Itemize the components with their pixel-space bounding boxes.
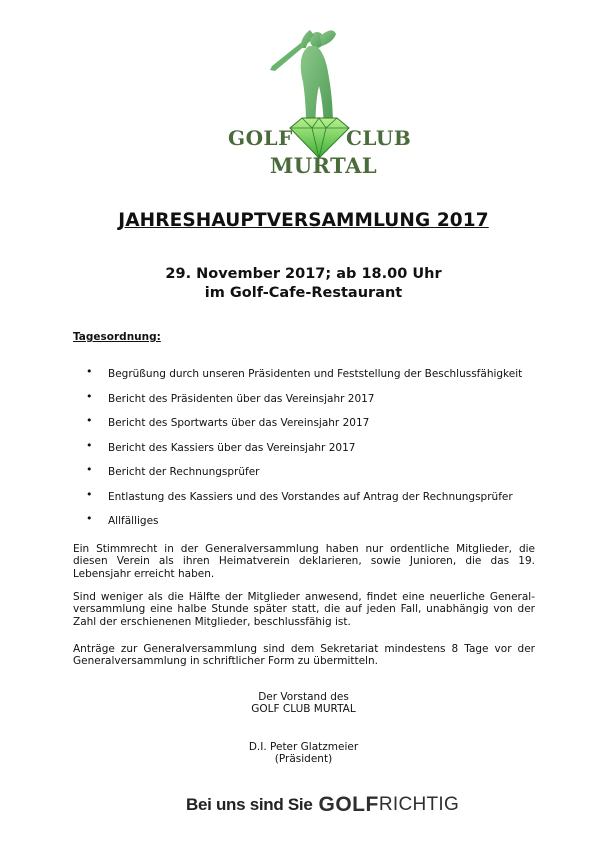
footer-slogan-golf: GOLF [318,793,379,816]
diamond-gem-icon [290,118,349,158]
bullet-icon: • [86,512,93,525]
agenda-item-text: Bericht des Präsidenten über das Vereinsjahr 2017 [108,392,375,405]
golfer-silhouette-icon [301,30,336,126]
bullet-icon: • [86,463,93,476]
quorum-paragraph: Sind weniger als die Hälfte der Mitglieder anwesend, findet eine neuerliche General-versammlung eine halbe Stunde später statt, die auf jeden Fall, unabhängig von der Zahl der erschienenen Mitglieder, beschlussfähig ist. [73,591,535,628]
bullet-icon: • [86,487,93,501]
agenda-item-text: Bericht der Rechnungsprüfer [108,466,260,478]
agenda-heading: Tagesordnung: [73,331,161,343]
logo-word-murtal: MURTAL [270,153,378,178]
event-date: 29. November 2017; ab 18.00 Uhr [165,266,442,282]
footer-slogan-lead: Bei uns sind Sie [186,795,313,814]
golf-club-murtal-logo [0,0,607,190]
motions-paragraph: Anträge zur Generalversammlung sind dem Sekretariat mindestens 8 Tage vor der Generalversammlung in schriftlicher Form zu übermitteln. [73,643,535,668]
voting-rights-paragraph: Ein Stimmrecht in der Generalversammlung haben nur ordentliche Mitglieder, die diesen Verein als ihren Heimatverein deklarieren, sowie Junioren, die das 19. Lebensjahr erreicht haben. [73,543,535,580]
logo-word-golf: GOLF [228,126,293,150]
logo-word-club: CLUB [346,126,412,150]
footer-slogan-richtig: RICHTIG [378,794,460,815]
bullet-icon: • [86,389,93,403]
signature-name: D.I. Peter Glatzmeier [248,741,359,753]
signature-role: (Präsident) [274,753,333,765]
agenda-item-text: Begrüßung durch unseren Präsidenten und Feststellung der Beschlussfähigkeit [108,368,523,380]
event-location: im Golf-Cafe-Restaurant [204,285,403,301]
agenda-item-text: Allfälliges [108,515,159,527]
signature-board-line: Der Vorstand des [258,691,349,703]
agenda-item-text: Entlastung des Kassiers und des Vorstandes auf Antrag der Rechnungsprüfer [108,490,513,503]
bullet-icon: • [86,414,93,427]
page-title: JAHRESHAUPTVERSAMMLUNG 2017 [118,210,489,231]
signature-club-name: GOLF CLUB MURTAL [251,703,356,715]
bullet-icon: • [86,365,93,378]
footer-slogan [186,793,459,823]
agenda-item-text: Bericht des Sportwarts über das Vereinsjahr 2017 [108,417,370,429]
agenda-item-text: Bericht des Kassiers über das Vereinsjahr 2017 [108,441,356,454]
bullet-icon: • [86,438,93,452]
